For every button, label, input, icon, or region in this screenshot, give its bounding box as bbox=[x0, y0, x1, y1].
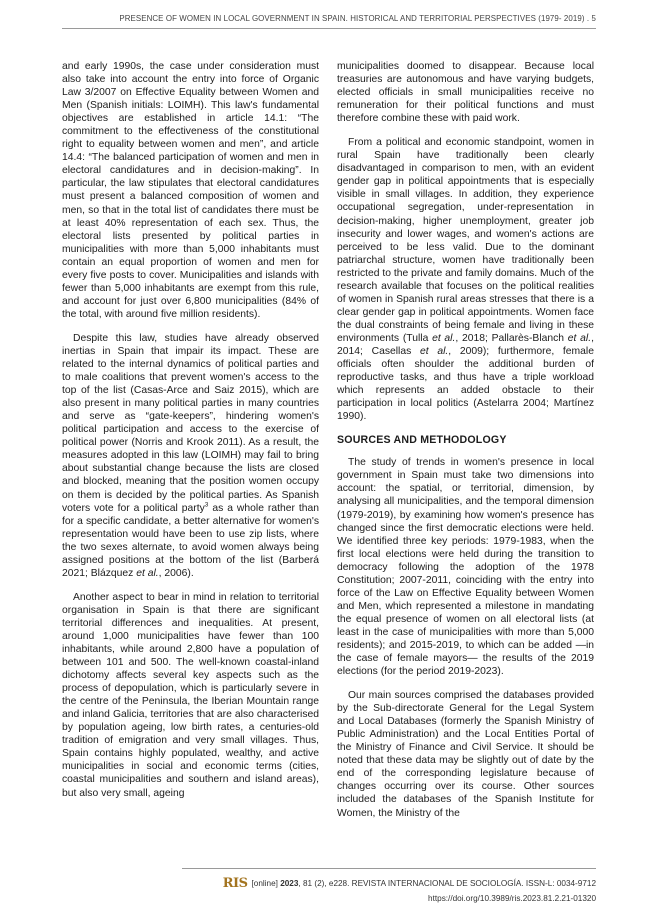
citation-line bbox=[223, 876, 596, 891]
right-column bbox=[337, 60, 594, 831]
page-footer bbox=[223, 876, 596, 906]
text-span: , 2014; Casellas bbox=[337, 332, 594, 357]
running-title: PRESENCE OF WOMEN IN LOCAL GOVERNMENT IN SPAIN. HISTORICAL AND TERRITORIAL PERSPECTIVES (1979- 2019) bbox=[119, 14, 585, 23]
journal-logo: RIS bbox=[222, 876, 248, 891]
paragraph-sources: Our main sources comprised the databases provided by the Sub-directorate General for the Legal System and Local Databases (formerly the Spanish Ministry of Public Administration) and the Local Entities Portal of the Ministry of Finance and Civil Service. It should be noted that these data may be slightly out of date by the end of the corresponding legislature because of changes occurring over its course. Other sources included the databases of the Spanish Institute for Women, the Ministry of the bbox=[337, 690, 594, 819]
page-number: 5 bbox=[591, 14, 596, 23]
footer-rule bbox=[182, 868, 596, 869]
online-label: [online] bbox=[251, 879, 281, 888]
et-al: et al. bbox=[432, 332, 456, 344]
paragraph-loimh: and early 1990s, the case under consideration must also take into account the entry into force of Organic Law 3/2007 on Effective Equality between Women and Men (Spanish initials: LOIMH). This law's fundamental objectives are established in article 14.1: “The commitment to the effectiveness of the constitutional right to equality between women and men”, and article 14.4: “The balanced participation of women and men in electoral candidatures and in decision-making”. In particular, the law stipulates that electoral candidatures must present a balanced composition of women and men, so that in the total list of candidates there must be at least 40% representation of each sex. Thus, the electoral lists presented by political parties in municipalities with more than 5,000 inhabitants must contain an equal proportion of women and men for every five posts to cover. Municipalities and islands with fewer than 5,000 inhabitants are exempt from this rule, and account for just over 6,800 municipalities (84% of the total, with around five million residents). bbox=[62, 61, 319, 320]
et-al: et al. bbox=[567, 332, 592, 344]
text-span: as a whole rather than for a specific candidate, a better alternative for women's representation would have been to use zip lists, where the two sexes alternate, to avoid women always being assigned positions at the bottom of the list (Barberá 2021; Blázquez bbox=[62, 502, 319, 579]
doi-link[interactable]: https://doi.org/10.3989/ris.2023.81.2.21-01320 bbox=[428, 894, 596, 903]
left-column bbox=[62, 60, 319, 811]
running-header bbox=[62, 14, 596, 23]
text-span: , 2006). bbox=[158, 567, 194, 579]
text-span: Despite this law, studies have already observed inertias in Spain that impair its impact. These are related to the internal dynamics of political parties and to male coalitions that prevent women's access to the top of the list (Casas-Arce and Saiz 2015), which are also present in many political parties in many countries and serve as “gate-keepers”, hindering women's political participation and access to the exercise of political power (Norris and Krook 2011). As a result, the measures adopted in this law (LOIMH) may fail to bring about substantial change because the lists are closed and blocked, meaning that the position women occupy on them is decided by the political parties. As Spanish voters vote for a political party bbox=[62, 332, 319, 514]
paragraph-territorial: Another aspect to bear in mind in relation to territorial organisation in Spain is that there are significant territorial differences and inequalities. At present, around 1,000 municipalities have fewer than 100 inhabitants, while around 2,800 have a population of between 101 and 500. The well-known coastal-inland dichotomy affects several key aspects such as the process of depopulation, which is particularly severe in the centre of the Peninsula, the Iberian Mountain range and inland Galicia, territories that are also characterised by population ageing, low birth rates, a centuries-old tradition of emigration and very small villages. Thus, Spain contains highly populated, wealthy, and active municipalities in social and economic terms (cities, coastal municipalities and southern and island areas), but also very small, ageing bbox=[62, 591, 319, 799]
citation-text: , 81 (2), e228. REVISTA INTERNACIONAL DE SOCIOLOGÍA. ISSN-L: 0034-9712 bbox=[298, 879, 596, 888]
paragraph-inertias bbox=[62, 332, 319, 580]
footnote-marker[interactable]: 3 bbox=[204, 501, 209, 509]
year: 2023 bbox=[280, 879, 299, 888]
header-rule bbox=[62, 28, 596, 29]
section-heading: SOURCES AND METHODOLOGY bbox=[337, 434, 507, 447]
text-span: , 2018; Pallarès-Blanch bbox=[455, 332, 568, 344]
et-al: et al. bbox=[419, 345, 449, 357]
paragraph-rural-women bbox=[337, 136, 594, 423]
et-al: et al. bbox=[136, 567, 159, 579]
paragraph-study-trends: The study of trends in women's presence in local government in Spain must take two dimensions into account: the spatial, or territorial, dimension, by analysing all municipalities, and the temporal dimension (1979-2019), by examining how women's presence has changed since the first democratic elections were held. We identified three key periods: 1979-1983, when the first local elections were held during the transition to democracy following the adoption of the 1978 Constitution; 2007-2011, coinciding with the entry into force of the Law on Effective Equality between Women and Men, which represented a milestone in mandating the equal presence of women on all electoral lists (at least in the case of municipalities with more than 5,000 residents); and 2015-2019, to which can be added —in the case of female mayors— the results of the 2019 elections (for the period 2019-2023). bbox=[337, 457, 594, 678]
text-span: From a political and economic standpoint, women in rural Spain have traditionally been clearly disadvantaged in comparison to men, with an evident gender gap in political appointments that is especially visible in small villages. In addition, they experience occupational segregation, under-representation in decision-making, higher unemployment, greater job insecurity and lower wages, and women's actions are perceived to be less valid. Due to the dominant patriarchal structure, women have traditionally been restricted to the private and family domains. Much of the research available that focuses on the political realities of women in Spanish rural areas stresses that there is a clear gender gap in political appointments. Women face the dual constraints of being female and living in these environments (Tulla bbox=[337, 137, 594, 344]
header-separator: . bbox=[584, 14, 592, 23]
paragraph-municipalities: municipalities doomed to disappear. Because local treasuries are autonomous and have varying budgets, elected officials in small municipalities receive no remuneration for their political functions and must therefore combine these with paid work. bbox=[337, 61, 594, 125]
text-span: , 2009); furthermore, female officials often shoulder the additional burden of reproductive tasks, and thus have a triple workload which represents an added obstacle to their participation in local politics (Astelarra 2004; Martínez 1990). bbox=[337, 345, 594, 423]
